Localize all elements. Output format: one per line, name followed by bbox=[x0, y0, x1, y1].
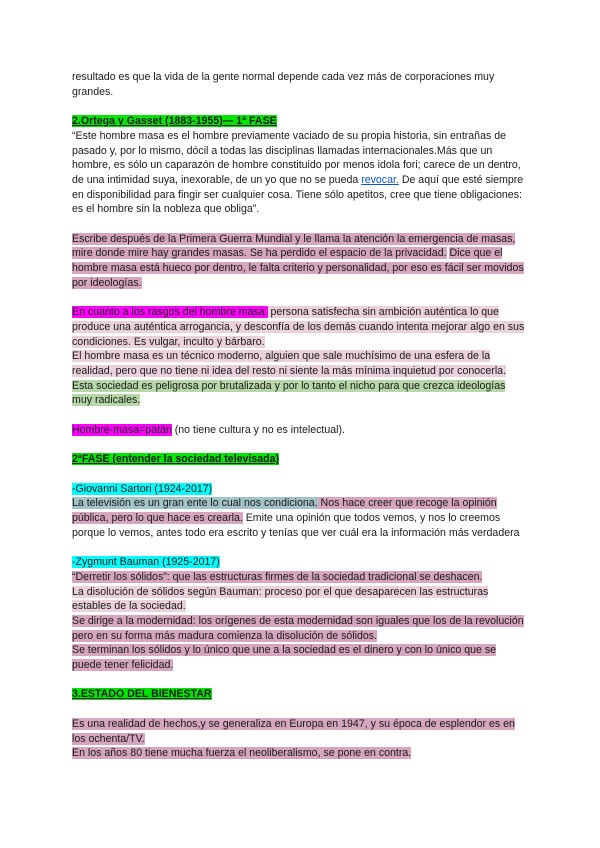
estado-heading-text: 3.ESTADO DEL BIENESTAR bbox=[72, 688, 212, 701]
patan-paragraph bbox=[72, 423, 528, 438]
estado-text-2: En los años 80 tiene mucha fuerza el neoliberalismo, se pone en contra. bbox=[72, 747, 412, 760]
bauman-line-2 bbox=[72, 585, 528, 614]
patan-label: Hombre-masa=patán bbox=[72, 423, 172, 436]
bauman-heading bbox=[72, 555, 528, 570]
traits-text: persona satisfecha sin ambición auténtica lo que produce una auténtica arrogancia, y desconfía de los demás cuando intenta mejorar algo en sus condiciones. Es vulgar, inculto y bárbaro. bbox=[72, 306, 525, 348]
ortega-heading bbox=[72, 114, 528, 129]
bauman-text-4: Se terminan los sólidos y lo único que une a la sociedad es el dinero y con lo único que se puede tener felicidad. bbox=[72, 644, 497, 672]
revocar-link[interactable]: revocar. bbox=[361, 173, 399, 186]
estado-paragraph-2 bbox=[72, 746, 528, 761]
patan-text: (no tiene cultura y no es intelectual). bbox=[171, 423, 345, 436]
ortega-context-paragraph bbox=[72, 232, 528, 291]
traits-label: En cuanto a los rasgos del hombre masa: bbox=[72, 306, 268, 319]
ortega-quote-part-b: De aquí que esté siempre en disponibilidad para fingir ser cualquier cosa. Tiene sólo apetitos, cree que tiene obligaciones: es el hombre sin la nobleza que obliga”. bbox=[72, 173, 524, 216]
technician-text: El hombre masa es un técnico moderno, alguien que sale muchísimo de una esfera de la realidad, pero que no tiene ni idea del resto ni siente la más mínima inquietud por conocerla. bbox=[72, 350, 507, 378]
sartori-text-a: La televisión es un gran ente lo cual nos condiciona. bbox=[72, 497, 318, 510]
bauman-line-1 bbox=[72, 570, 528, 585]
sartori-heading bbox=[72, 482, 528, 497]
intro-text: resultado es que la vida de la gente normal depende cada vez más de corporaciones muy grandes. bbox=[72, 71, 495, 98]
intro-paragraph bbox=[72, 70, 528, 99]
estado-heading bbox=[72, 687, 528, 702]
sartori-heading-text: -Giovanni Sartori (1924-2017) bbox=[72, 482, 213, 495]
bauman-heading-text: -Zygmunt Bauman (1925-2017) bbox=[72, 556, 220, 569]
ortega-quote bbox=[72, 129, 528, 217]
estado-text-1: Es una realidad de hechos,y se generaliza en Europa en 1947, y su época de esplendor es en los ochenta/TV. bbox=[72, 717, 515, 745]
ortega-heading-text: 2.Ortega y Gasset (1883-1955)— 1ª FASE bbox=[72, 115, 277, 128]
ortega-context-a: Escribe después de la Primera Guerra Mundial y le llama la atención la emergencia de masas, mire donde mire hay grandes masas. Se ha perdido el espacio de la privacidad. bbox=[72, 232, 516, 260]
bauman-text-3: Se dirige a la modernidad: los orígenes de esta modernidad son iguales que los de la revolución pero en su forma más madura comienza la disolución de sólidos. bbox=[72, 614, 524, 642]
bauman-line-3 bbox=[72, 614, 528, 643]
ortega-traits-paragraph bbox=[72, 305, 528, 349]
sartori-text-b: Nos hace creer que recoge la opinión pública, pero lo que hace es crearla. bbox=[72, 497, 497, 524]
ortega-context-b: Dice que el hombre masa está hueco por dentro, le falta criterio y personalidad, por eso es fácil ser movidos por ideologías. bbox=[72, 247, 524, 289]
fase2-heading bbox=[72, 452, 528, 467]
fase2-heading-text: 2ªFASE (entender la sociedad televisada) bbox=[72, 453, 280, 466]
technician-paragraph bbox=[72, 349, 528, 378]
sartori-paragraph bbox=[72, 496, 528, 540]
ortega-quote-part-a: “Este hombre masa es el hombre previamente vaciado de su propia historia, sin entrañas de pasado y, por lo mismo, dócil a todas las disciplinas llamadas internacionales.Más que un hombre, es sólo un caparazón de hombre constituido por menos idola fori; carece de un dentro, de una intimidad suya, inexorable, de un yo que no se pueda bbox=[72, 129, 521, 186]
bauman-line-4 bbox=[72, 643, 528, 672]
estado-paragraph-1 bbox=[72, 717, 528, 746]
bauman-text-2: La disolución de sólidos según Bauman: proceso por el que desaparecen las estructuras estables de la sociedad. bbox=[72, 585, 489, 613]
society-text: Esta sociedad es peligrosa por brutalizada y por lo tanto el nicho para que crezca ideologías muy radicales. bbox=[72, 379, 506, 407]
bauman-text-1: “Derretir los sólidos”: que las estructuras firmes de la sociedad tradicional se deshacen. bbox=[72, 570, 483, 583]
sartori-text-c: Emite una opinión que todos vemos, y nos lo creemos porque lo vemos, antes todo era escrito y tenías que ver cuál era la información más verdadera bbox=[72, 512, 520, 539]
society-paragraph bbox=[72, 379, 528, 408]
